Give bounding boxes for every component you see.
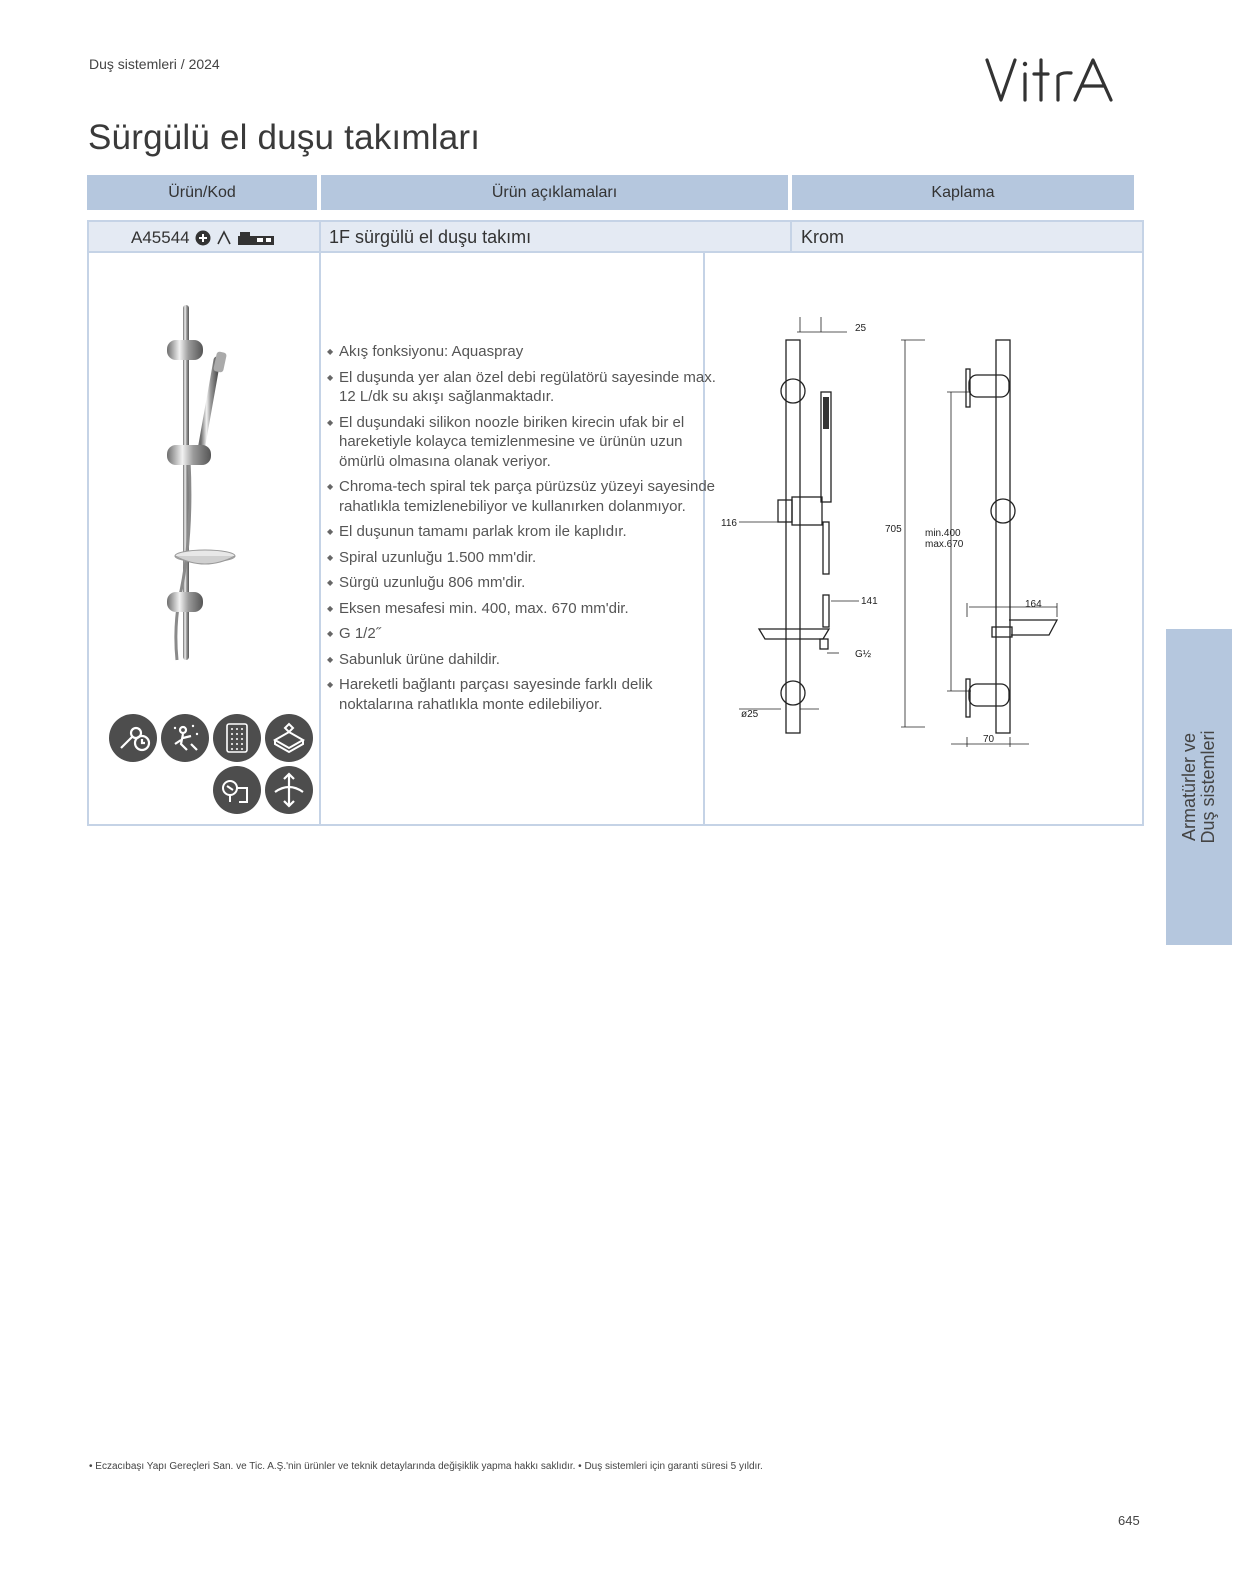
list-item: ◆ El duşunun tamamı parlak krom ile kaplıdır. xyxy=(327,522,717,542)
column-divider xyxy=(319,222,321,824)
section-side-tab-label xyxy=(1180,730,1218,843)
feature-list xyxy=(327,342,717,720)
dimension-label: min.400 xyxy=(925,528,961,539)
product-code xyxy=(131,228,275,248)
list-item: ◆ Eksen mesafesi min. 400, max. 670 mm'dir. xyxy=(327,599,717,619)
list-item: ◆ Hareketli bağlantı parçası sayesinde farklı delik noktalarına rahatlıkla monte edilebiliyor. xyxy=(327,675,717,714)
dimension-label: 70 xyxy=(983,734,995,745)
caret-icon xyxy=(216,230,232,246)
list-item: ◆ Chroma-tech spiral tek parça pürüzsüz yüzeyi sayesinde rahatlıkla temizlenebiliyor ve kullanırken dolanmıyor. xyxy=(327,477,717,516)
section-side-tab-line: Duş sistemleri xyxy=(1198,730,1218,844)
page-number: 645 xyxy=(1118,1513,1140,1528)
section-side-tab-line: Armatürler ve xyxy=(1179,732,1199,842)
column-header-product-code: Ürün/Kod xyxy=(87,175,317,210)
wrench-clock-icon xyxy=(109,714,157,762)
list-item: ◆ G 1/2˝ xyxy=(327,624,717,644)
list-item: ◆ Spiral uzunluğu 1.500 mm'dir. xyxy=(327,548,717,568)
dimension-label: max.670 xyxy=(925,539,964,550)
dimension-label: 705 xyxy=(885,524,902,535)
breadcrumb: Duş sistemleri / 2024 xyxy=(89,56,220,72)
list-item: ◆ El duşunda yer alan özel debi regülatörü sayesinde max. 12 L/dk su akışı sağlanmaktadır. xyxy=(327,368,717,407)
dimension-label: 164 xyxy=(1025,599,1042,610)
row-divider xyxy=(89,251,1142,253)
column-header-finish: Kaplama xyxy=(792,175,1134,210)
list-item: ◆ El duşundaki silikon noozle biriken kirecin ufak bir el hareketiyle kolayca temizlenmesine ve ürünün uzun ömürlü olmasına olanak veriyor. xyxy=(327,413,717,472)
dimension-label: G½ xyxy=(855,649,872,660)
dimension-label: 25 xyxy=(855,323,867,334)
dimension-label: ø25 xyxy=(741,709,759,720)
product-table xyxy=(87,220,1144,826)
plus-badge-icon xyxy=(195,230,211,246)
list-item: ◆ Akış fonksiyonu: Aquaspray xyxy=(327,342,717,362)
list-item: ◆ Sabunluk ürüne dahildir. xyxy=(327,650,717,670)
product-photo xyxy=(149,300,259,668)
vitra-logo xyxy=(985,52,1145,112)
product-code-text: A45544 xyxy=(131,228,190,247)
product-pictogram-icon xyxy=(237,230,275,246)
dimension-label: 141 xyxy=(861,596,878,607)
technical-drawing xyxy=(719,317,1042,757)
product-finish: Krom xyxy=(801,227,845,247)
cleaning-icon xyxy=(161,714,209,762)
spray-pattern-icon xyxy=(213,714,261,762)
product-name: 1F sürgülü el duşu takımı xyxy=(329,227,532,247)
list-item: ◆ Sürgü uzunluğu 806 mm'dir. xyxy=(327,573,717,593)
soap-dish-icon xyxy=(265,714,313,762)
column-header-description: Ürün açıklamaları xyxy=(321,175,788,210)
column-divider xyxy=(790,222,792,253)
adjustable-height-icon xyxy=(265,766,313,814)
footer-note: • Eczacıbaşı Yapı Gereçleri San. ve Tic. A.Ş.'nin ürünler ve teknik detaylarında değişiklik yapma hakkı saklıdır. • Duş sistemleri için garanti süresi 5 yıldır. xyxy=(89,1461,763,1472)
section-side-tab xyxy=(1166,629,1232,945)
connection-icon xyxy=(213,766,261,814)
page-title: Sürgülü el duşu takımları xyxy=(88,118,481,157)
dimension-label: 116 xyxy=(721,518,737,529)
